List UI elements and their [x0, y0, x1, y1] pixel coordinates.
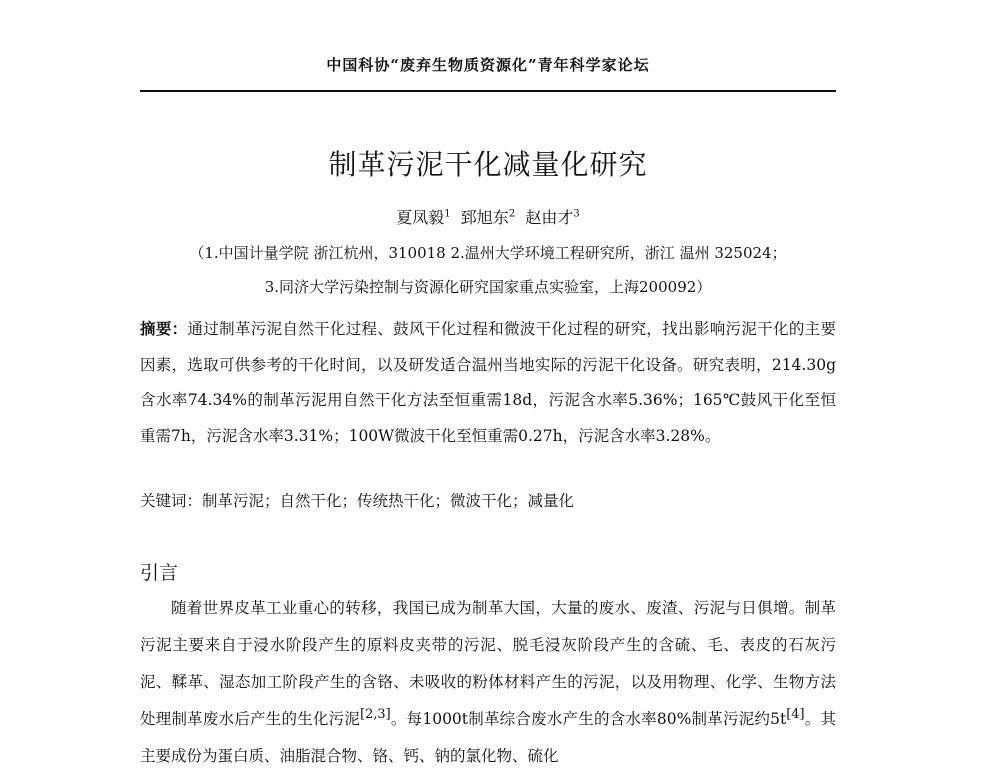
running-header: 中国科协“废弃生物质资源化”青年科学家论坛	[326, 56, 650, 74]
intro-paragraph	[140, 590, 836, 775]
paper-title: 制革污泥干化减量化研究	[328, 148, 648, 181]
intro-text: 。其主要成份为蛋白质、油脂混合物、铬、钙、钠的氯化物、硫化	[140, 710, 836, 765]
author-affiliation-mark: 3	[573, 208, 580, 220]
header-rule	[140, 90, 836, 92]
affiliation-line: 3.同济大学污染控制与资源化研究国家重点实验室，上海200092）	[264, 278, 712, 296]
abstract-text: 通过制革污泥自然干化过程、鼓风干化过程和微波干化过程的研究，找出影响污泥干化的主要因素，选取可供参考的干化时间，以及研发适合温州当地实际的污泥干化设备。研究表明，214.30g含水率74.34%的制革污泥用自然干化方法至恒重需18d，污泥含水率5.36%；165℃鼓风干化至恒重需7h，污泥含水率3.31%；100W微波干化至恒重需0.27h，污泥含水率3.28%。	[140, 320, 836, 445]
abstract	[140, 311, 836, 454]
affiliation-line: （1.中国计量学院 浙江杭州，310018 2.温州大学环境工程研究所，浙江 温州 325024；	[189, 244, 787, 262]
keywords-text: 制革污泥；自然干化；传统热干化；微波干化；减量化	[202, 492, 575, 510]
author-affiliation-mark: 2	[508, 208, 516, 220]
keywords	[140, 489, 836, 511]
intro-text: 。每1000t制革综合废水产生的含水率80%制革污泥约5t	[390, 710, 787, 728]
abstract-label: 摘要：	[140, 319, 188, 338]
citation: [4]	[786, 706, 805, 722]
author-name: 夏凤毅	[396, 208, 445, 227]
author-name: 郅旭东	[460, 208, 509, 227]
citation: [2,3]	[360, 706, 391, 722]
author-list	[140, 205, 836, 228]
keywords-label: 关键词：	[140, 492, 203, 510]
author-name: 赵由才	[525, 208, 574, 227]
author-affiliation-mark: 1	[444, 208, 451, 220]
intro-text: 随着世界皮革工业重心的转移，我国已成为制革大国，大量的废水、废渣、污泥与日俱增。制革污泥主要来自于浸水阶段产生的原料皮夹带的污泥、脱毛浸灰阶段产生的含硫、毛、表皮的石灰污泥、鞣革、湿态加工阶段产生的含铬、未吸收的粉体材料产生的污泥，以及用物理、化学、生物方法处理制革废水后产生的生化污泥	[140, 599, 836, 728]
section-heading: 引言	[140, 562, 179, 584]
